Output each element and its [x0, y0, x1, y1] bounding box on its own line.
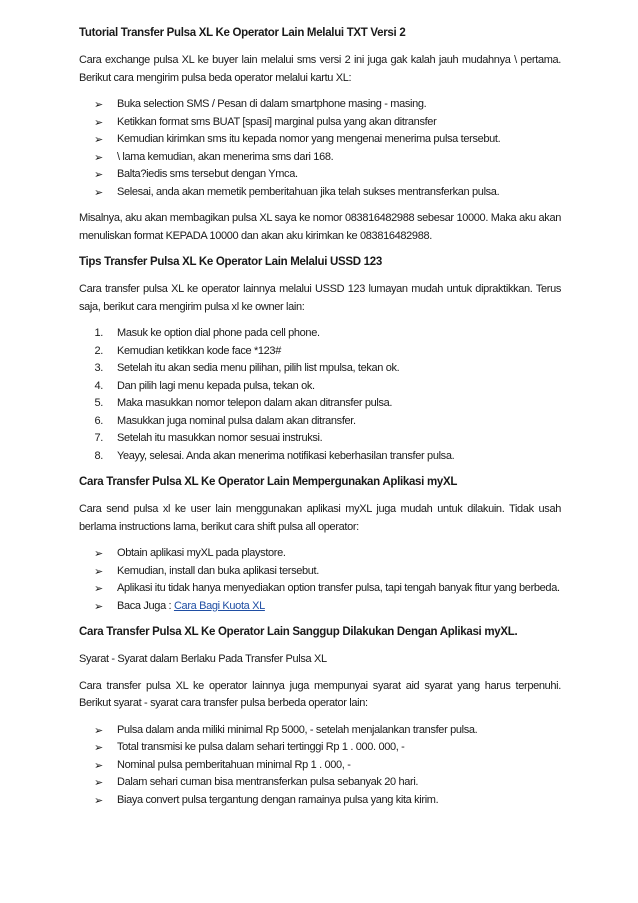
paragraph-syarat-intro: Cara transfer pulsa XL ke operator lainnya juga mempunyai syarat aid syarat yang harus terpenuhi. Berikut syarat - syarat cara transfer pulsa berbeda operator lain:	[79, 679, 561, 709]
section-heading-sms: Tutorial Transfer Pulsa XL Ke Operator Lain Melalui TXT Versi 2	[79, 27, 406, 39]
paragraph-sms-intro: Cara exchange pulsa XL ke buyer lain melalui sms versi 2 ini juga gak kalah jauh mudahnya \ pertama. Berikut cara mengirim pulsa beda operator melalui kartu XL:	[79, 54, 561, 84]
bullet-list-sms-steps	[79, 96, 561, 201]
paragraph-sms-example: Misalnya, aku akan membagikan pulsa XL saya ke nomor 083816482988 sebesar 10000. Maka aku akan menuliskan format KEPADA 10000 dan akan aku kirimkan ke 083816482988.	[79, 212, 561, 242]
numbered-list-ussd-steps	[79, 325, 561, 465]
list-number: 5.	[94, 397, 103, 409]
list-number: 6.	[94, 414, 103, 427]
arrow-bullet-icon: ➢	[94, 150, 103, 164]
list-item: ➢ Aplikasi itu tidak hanya menyediakan option transfer pulsa, tapi tengah banyak fitur yang berbeda.	[79, 580, 561, 598]
arrow-bullet-icon: ➢	[94, 133, 103, 146]
list-item: ➢ Selesai, anda akan memetik pemberitahuan jika telah sukses mentransferkan pulsa.	[79, 184, 561, 202]
section-heading-ussd: Tips Transfer Pulsa XL Ke Operator Lain Melalui USSD 123	[79, 256, 382, 268]
list-number: 2.	[94, 344, 103, 357]
list-item: 5. Maka masukkan nomor telepon dalam akan ditransfer pulsa.	[79, 395, 561, 413]
arrow-bullet-icon: ➢	[94, 98, 103, 111]
list-item: ➢ Biaya convert pulsa tergantung dengan ramainya pulsa yang kita kirim.	[79, 792, 561, 810]
list-item: 6. Masukkan juga nominal pulsa dalam akan ditransfer.	[79, 413, 561, 431]
arrow-bullet-icon: ➢	[94, 185, 103, 199]
arrow-bullet-icon: ➢	[94, 547, 103, 560]
baca-juga-prefix: Baca Juga :	[117, 599, 174, 612]
bullet-list-myxl-steps	[79, 545, 561, 615]
list-number: 3.	[94, 362, 103, 374]
cara-bagi-kuota-link[interactable]: Cara Bagi Kuota XL	[173, 599, 265, 612]
list-item: ➢ Ketikkan format sms BUAT [spasi] marginal pulsa yang akan ditransfer	[79, 114, 561, 132]
list-item: ➢ Dalam sehari cuman bisa mentransferkan pulsa sebanyak 20 hari.	[79, 774, 561, 792]
paragraph-ussd-intro: Cara transfer pulsa XL ke operator lainnya melalui USSD 123 lumayan mudah untuk dipraktikkan. Terus saja, berikut cara mengirim pulsa xl ke owner lain:	[79, 283, 561, 313]
arrow-bullet-icon: ➢	[94, 793, 103, 807]
arrow-bullet-icon: ➢	[94, 599, 103, 613]
arrow-bullet-icon: ➢	[94, 582, 103, 595]
list-item: 2. Kemudian ketikkan kode face *123#	[79, 343, 561, 361]
list-number: 7.	[94, 432, 103, 444]
list-number: 8.	[94, 449, 103, 462]
list-item: ➢ \ lama kemudian, akan menerima sms dari 168.	[79, 149, 561, 167]
list-item: ➢ Buka selection SMS / Pesan di dalam smartphone masing - masing.	[79, 96, 561, 114]
arrow-bullet-icon: ➢	[94, 564, 103, 578]
section-heading-myxl-2: Cara Transfer Pulsa XL Ke Operator Lain Sanggup Dilakukan Dengan Aplikasi myXL.	[79, 626, 518, 638]
list-item: ➢ Obtain aplikasi myXL pada playstore.	[79, 545, 561, 563]
arrow-bullet-icon: ➢	[94, 723, 103, 737]
list-item: 3. Setelah itu akan sedia menu pilihan, pilih list mpulsa, tekan ok.	[79, 360, 561, 378]
paragraph-syarat-subheading: Syarat - Syarat dalam Berlaku Pada Transfer Pulsa XL	[79, 653, 327, 665]
list-item	[79, 598, 561, 616]
arrow-bullet-icon: ➢	[94, 115, 103, 129]
list-item: ➢ Nominal pulsa pemberitahuan minimal Rp 1 . 000, -	[79, 757, 561, 775]
list-item: ➢ Pulsa dalam anda miliki minimal Rp 5000, - setelah menjalankan transfer pulsa.	[79, 722, 561, 740]
list-item: 8. Yeayy, selesai. Anda akan menerima notifikasi keberhasilan transfer pulsa.	[79, 448, 561, 466]
list-item: 1. Masuk ke option dial phone pada cell phone.	[79, 325, 561, 343]
arrow-bullet-icon: ➢	[94, 776, 103, 789]
list-item: ➢ Kemudian kirimkan sms itu kepada nomor yang mengenai menerima pulsa tersebut.	[79, 131, 561, 149]
paragraph-myxl-intro: Cara send pulsa xl ke user lain menggunakan aplikasi myXL juga mudah untuk dilakuin. Tidak usah berlama instructions lama, berikut cara shift pulsa all operator:	[79, 503, 561, 533]
list-item: ➢ Total transmisi ke pulsa dalam sehari tertinggi Rp 1 . 000. 000, -	[79, 739, 561, 757]
list-item: 7. Setelah itu masukkan nomor sesuai instruksi.	[79, 430, 561, 448]
bullet-list-syarat	[79, 722, 561, 810]
list-item: ➢ Kemudian, install dan buka aplikasi tersebut.	[79, 563, 561, 581]
list-number: 1.	[94, 327, 103, 339]
section-heading-myxl: Cara Transfer Pulsa XL Ke Operator Lain Mempergunakan Aplikasi myXL	[79, 476, 458, 488]
list-item: 4. Dan pilih lagi menu kepada pulsa, tekan ok.	[79, 378, 561, 396]
list-item: ➢ Balta?iedis sms tersebut dengan Ymca.	[79, 166, 561, 184]
arrow-bullet-icon: ➢	[94, 758, 103, 772]
arrow-bullet-icon: ➢	[94, 741, 103, 754]
list-number: 4.	[94, 379, 103, 392]
document-content	[79, 25, 561, 809]
arrow-bullet-icon: ➢	[94, 168, 103, 181]
